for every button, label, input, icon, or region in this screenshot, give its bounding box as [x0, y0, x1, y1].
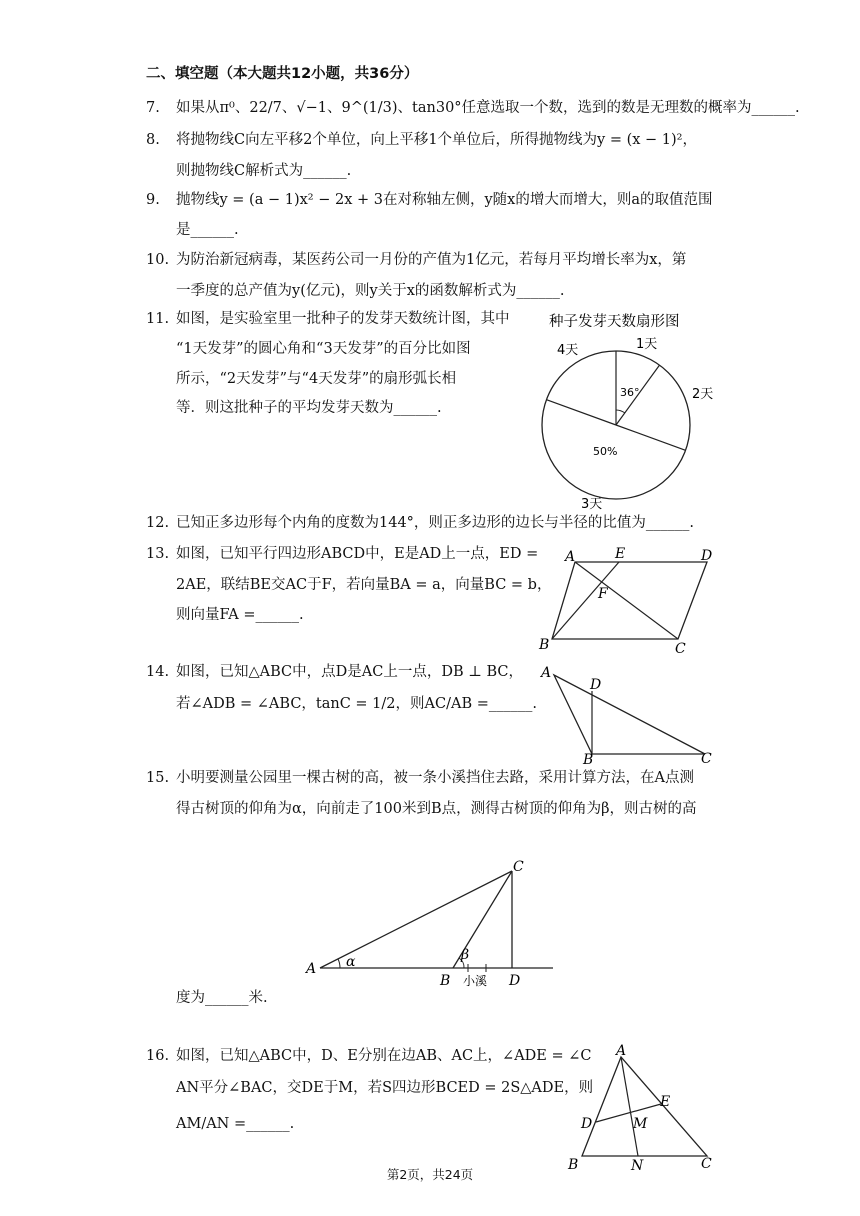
point-c-label: C — [675, 641, 686, 657]
point-a-label: A — [541, 665, 552, 681]
question-text: 已知正多边形每个内角的度数为144°，则正多边形的边长与半径的比值为______. — [176, 515, 695, 531]
point-e-label: E — [615, 546, 626, 562]
pie-title: 种子发芽天数扇形图 — [549, 314, 680, 330]
page-footer: 第2页，共24页 — [386, 1167, 474, 1182]
triangle-abc-figure — [535, 660, 725, 770]
question-text: 小明要测量公园里一棵古树的高，被一条小溪挡住去路，采用计算方法，在A点测 — [176, 770, 694, 786]
question-text: 则抛物线C解析式为______. — [176, 163, 352, 179]
question-text: 为防治新冠病毒，某医药公司一月份的产值为1亿元，若每月平均增长率为x，第 — [176, 252, 687, 268]
point-e-label: E — [660, 1094, 671, 1110]
point-d-label: D — [701, 548, 713, 564]
point-d-label: D — [581, 1116, 593, 1132]
point-a-label: A — [616, 1044, 627, 1059]
point-f-label: F — [598, 586, 608, 602]
question-text: 2AE，联结BE交AC于F，若向量BA = a，向量BC = b， — [176, 577, 552, 593]
seed-pie-figure — [540, 308, 720, 513]
point-b-label: B — [583, 752, 594, 768]
pie-radius — [616, 425, 686, 450]
question-text: 若∠ADB = ∠ABC，tanC = 1/2，则AC/AB =______. — [176, 696, 537, 712]
question-number: 13. — [146, 546, 170, 562]
point-c-label: C — [701, 1156, 712, 1172]
question-text: “1天发芽”的圆心角和“3天发芽”的百分比如图 — [176, 341, 471, 357]
beta-label: β — [461, 947, 470, 963]
pie-label-3: 3天 — [581, 497, 603, 512]
angle-arc — [616, 410, 625, 413]
question-number: 11. — [146, 311, 170, 327]
point-a-label: A — [565, 549, 576, 565]
angle-label: 36° — [620, 386, 640, 399]
question-text: 得古树顶的仰角为α，向前走了100米到B点，测得古树顶的仰角为β，则古树的高 — [176, 801, 697, 817]
tree-height-figure — [300, 855, 570, 990]
question-text: 则向量FA =______. — [176, 607, 304, 623]
triangle-abc — [554, 675, 705, 754]
question-text: 是______. — [176, 222, 239, 238]
point-c-label: C — [513, 859, 524, 875]
creek-label: 小溪 — [463, 974, 488, 988]
point-m-label: M — [633, 1116, 648, 1132]
question-text: 等．则这批种子的平均发芽天数为______. — [176, 400, 442, 416]
question-text: AN平分∠BAC，交DE于M，若S四边形BCED = 2S△ADE，则 — [176, 1080, 594, 1096]
point-b-label: B — [440, 973, 451, 989]
diagonal-ac — [575, 562, 678, 639]
question-number: 7. — [146, 100, 160, 116]
question-number: 14. — [146, 664, 170, 680]
question-text: 如图，已知△ABC中，D、E分别在边AB、AC上，∠ADE = ∠C — [176, 1048, 592, 1064]
question-number: 15. — [146, 770, 170, 786]
question-number: 10. — [146, 252, 170, 268]
point-d-label: D — [590, 677, 602, 693]
question-text: 如图，已知平行四边形ABCD中，E是AD上一点，ED = — [176, 546, 539, 562]
segment-de — [596, 1104, 661, 1122]
triangle-ade-figure — [565, 1044, 730, 1174]
point-n-label: N — [631, 1158, 644, 1174]
pie-label-2: 2天 — [692, 387, 714, 402]
point-c-label: C — [701, 751, 712, 767]
question-number: 8. — [146, 132, 160, 148]
question-text: 所示，“2天发芽”与“4天发芽”的扇形弧长相 — [176, 371, 457, 387]
parallelogram-figure — [535, 545, 725, 660]
question-text: 如图，是实验室里一批种子的发芽天数统计图，其中 — [176, 311, 510, 327]
question-text: 如图，已知△ABC中，点D是AC上一点，DB ⊥ BC， — [176, 664, 523, 680]
point-d-label: D — [509, 973, 521, 989]
pie-label-4: 4天 — [557, 343, 579, 358]
pie-radius — [547, 400, 617, 425]
alpha-label: α — [346, 954, 356, 970]
question-text: AM/AN =______. — [176, 1116, 295, 1132]
alpha-arc — [338, 959, 340, 968]
point-b-label: B — [568, 1157, 579, 1173]
percent-label: 50% — [593, 445, 618, 458]
segment-be — [552, 562, 619, 639]
parallelogram-abcd — [552, 562, 707, 639]
question-text: 抛物线y = (a − 1)x² − 2x + 3在对称轴左侧，y随x的增大而增大，则a的取值范围 — [176, 192, 713, 208]
question-number: 12. — [146, 515, 170, 531]
question-text: 一季度的总产值为y(亿元)，则y关于x的函数解析式为______. — [176, 283, 565, 299]
bisector-an — [621, 1057, 638, 1156]
question-text: 将抛物线C向左平移2个单位，向上平移1个单位后，所得抛物线为y = (x − 1)²， — [176, 132, 697, 148]
question-text: 度为______米. — [176, 990, 268, 1006]
section-title: 二、填空题（本大题共12小题，共36分） — [146, 66, 419, 82]
question-number: 16. — [146, 1048, 170, 1064]
question-number: 9. — [146, 192, 160, 208]
pie-label-1: 1天 — [636, 337, 658, 352]
question-text: 如果从π⁰、22/7、√−1、9^(1/3)、tan30°任意选取一个数，选到的数是无理数的概率为______. — [176, 100, 800, 116]
point-b-label: B — [539, 637, 550, 653]
triangle-abc — [582, 1057, 707, 1156]
point-a-label: A — [306, 961, 317, 977]
